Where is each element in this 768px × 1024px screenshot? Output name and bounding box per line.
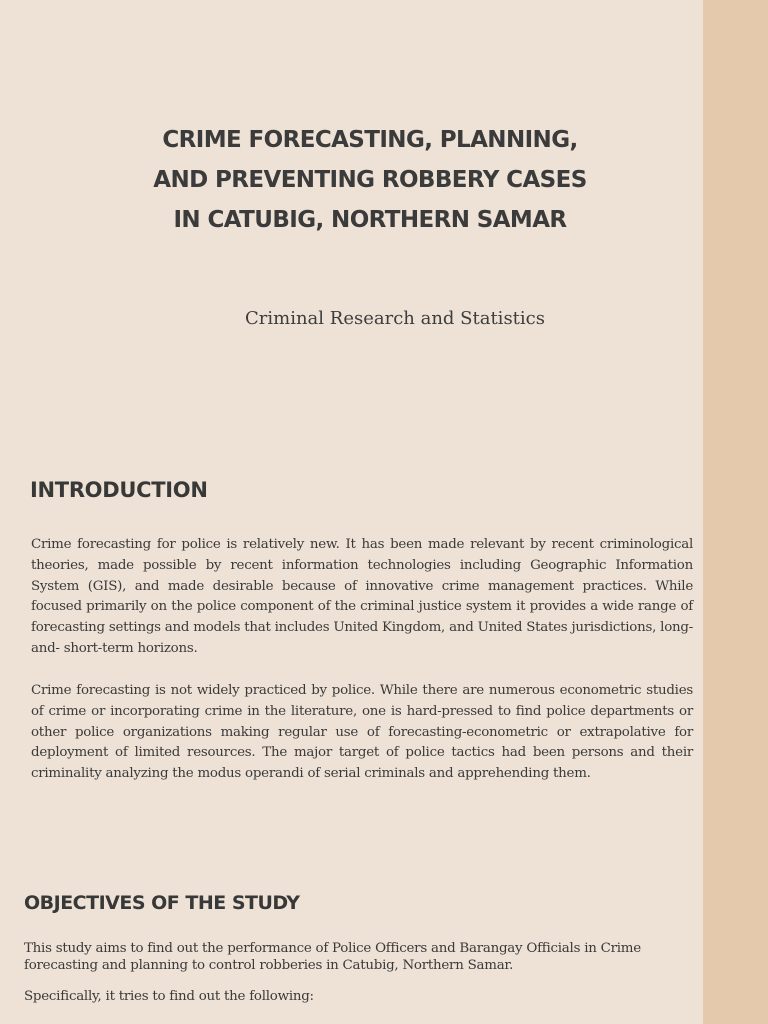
objectives-paragraph-2: Specifically, it tries to find out the following: <box>24 989 314 1004</box>
title-line-3: IN CATUBIG, NORTHERN SAMAR <box>173 207 567 233</box>
introduction-heading: INTRODUCTION <box>30 478 208 502</box>
introduction-paragraph-2: Crime forecasting is not widely practiced by police. While there are numerous econometric studies of crime or incorporating crime in the literature, one is hard-pressed to find police departments or other police organizations making regular use of forecasting-econometric or extrapolative for deployment of limited resources. The major target of police tactics had been persons and their criminality analyzing the modus operandi of serial criminals and apprehending them. <box>31 683 693 782</box>
subtitle: Criminal Research and Statistics <box>245 308 545 329</box>
objectives-paragraph-1: This study aims to find out the performance of Police Officers and Barangay Officials in Crime forecasting and planning to control robberies in Catubig, Northern Samar. <box>24 941 641 973</box>
side-color-strip <box>703 0 768 1024</box>
objectives-heading: OBJECTIVES OF THE STUDY <box>24 892 300 914</box>
introduction-paragraph-1: Crime forecasting for police is relatively new. It has been made relevant by recent criminological theories, made possible by recent information technologies including Geographic Information System (GIS), and made desirable because of innovative crime management practices. While focused primarily on the police component of the criminal justice system it provides a wide range of forecasting settings and models that includes United Kingdom, and United States jurisdictions, long-and- short-term horizons. <box>31 537 693 656</box>
title-line-2: AND PREVENTING ROBBERY CASES <box>153 167 587 193</box>
title-line-1: CRIME FORECASTING, PLANNING, <box>162 127 578 153</box>
